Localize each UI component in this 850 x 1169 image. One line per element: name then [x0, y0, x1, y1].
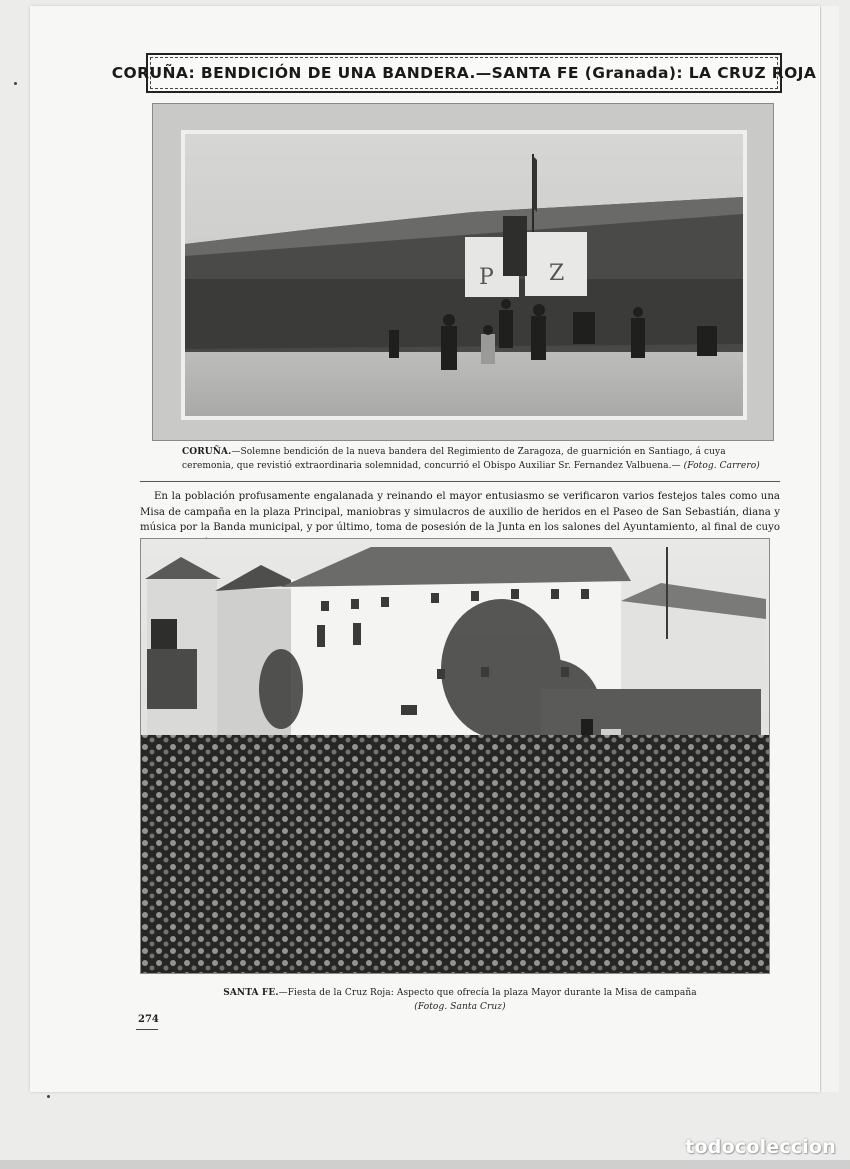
caption-place: CORUÑA. — [182, 447, 232, 457]
speck — [14, 82, 17, 85]
svg-text:Z: Z — [549, 261, 565, 286]
page-edge — [820, 6, 839, 1092]
photo-santa-fe-frame — [140, 538, 770, 974]
page-number-underline — [136, 1029, 158, 1030]
bottom-strip — [0, 1160, 850, 1169]
caption-text: —Fiesta de la Cruz Roja: Aspecto que ofrecía la plaza Mayor durante la Misa de campaña — [278, 988, 697, 998]
divider — [140, 481, 780, 482]
photo-credit: (Fotog. Carrero) — [683, 461, 760, 471]
article-text: En la población profusamente engalanada y reinando el mayor entusiasmo se verificaron varios festejos tales como una Misa de campaña en la plaza Principal, maniobras y simulacros de auxilio de heridos en el Paseo de San Sebastián, diana y música por la Banda municipal, y por último, toma de posesión de la Junta en los salones del Ayuntamiento, al final de cuyo — [140, 491, 780, 533]
page-number: 274 — [138, 1014, 159, 1025]
photo-santa-fe-caption — [140, 986, 780, 1014]
photo-santa-fe — [141, 539, 769, 973]
headline-frame — [111, 53, 817, 93]
caption-text: ceremonia, que revistió extraordinaria solemnidad, concurrió el Obispo Auxiliar Sr. Fernandez Valbuena.— — [182, 461, 681, 471]
photo-coruna-frame — [152, 103, 774, 441]
watermark: todocoleccion — [685, 1136, 836, 1158]
photo-credit: (Fotog. Santa Cruz) — [414, 1002, 506, 1012]
headline: CORUÑA: BENDICIÓN DE UNA BANDERA.—SANTA FE (Granada): LA CRUZ ROJA — [111, 64, 817, 82]
caption-place: SANTA FE. — [223, 988, 279, 998]
caption-text: —Solemne bendición de la nueva bandera del Regimiento de Zaragoza, de guarnición en Santiago, á cuya — [231, 447, 726, 457]
speck — [47, 1095, 50, 1098]
svg-text:P: P — [479, 265, 494, 290]
photo-coruna-caption — [182, 445, 782, 473]
photo-coruna — [153, 104, 773, 440]
